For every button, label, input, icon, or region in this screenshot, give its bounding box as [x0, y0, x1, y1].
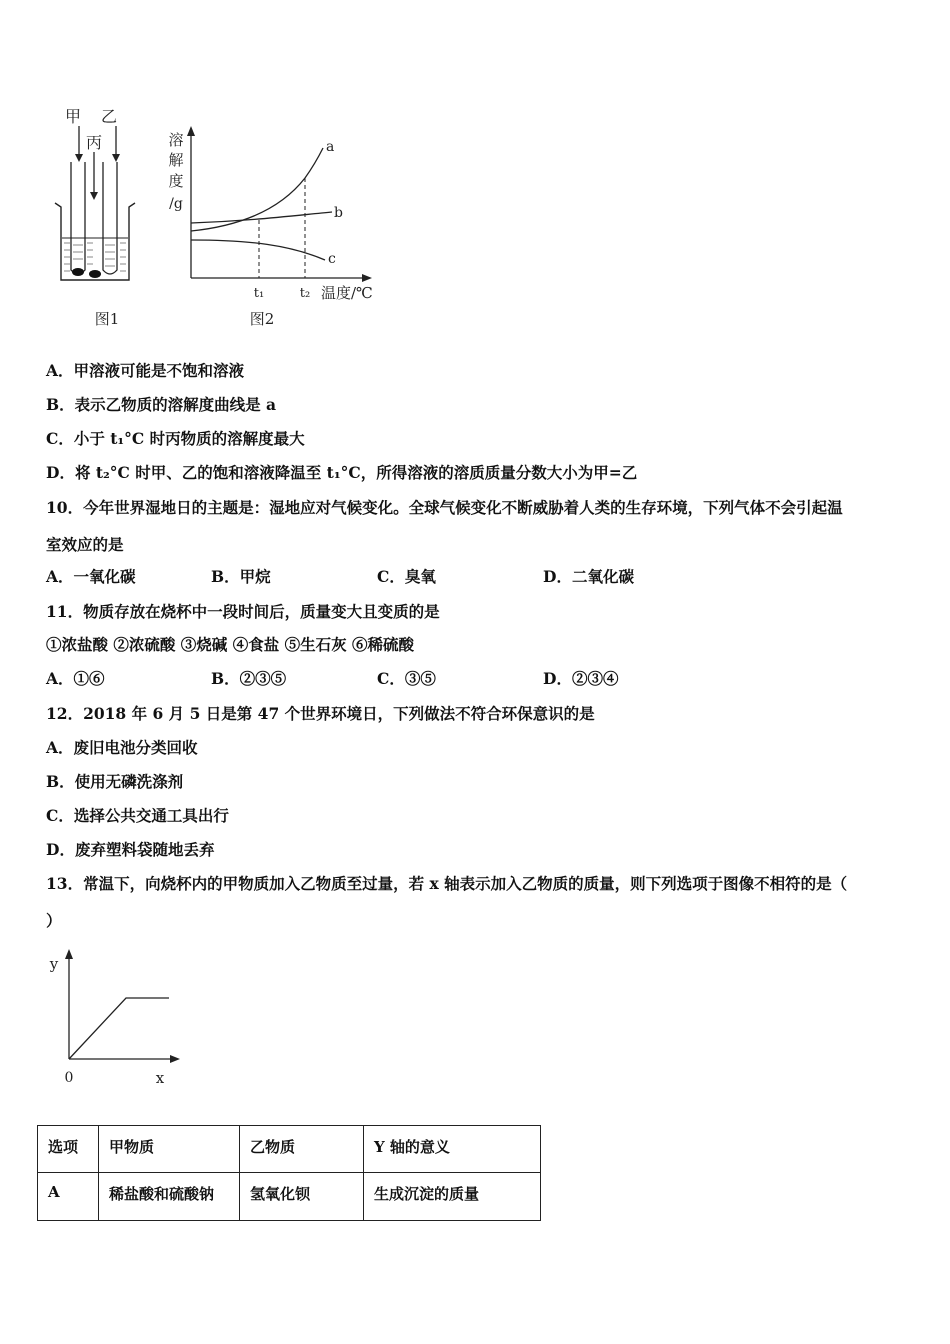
table-cell: 氢氧化钡 [240, 1173, 364, 1221]
table-cell: 稀盐酸和硫酸钠 [99, 1173, 240, 1221]
q13-x-label: x [155, 1069, 165, 1087]
tick-t2: t₂ [299, 286, 311, 301]
label-bing: 丙 [85, 133, 103, 152]
q13-graph-line [69, 998, 169, 1059]
label-jia: 甲 [64, 107, 82, 126]
table-header-cell: 选项 [38, 1126, 99, 1173]
q12-stem: 12．2018 年 6 月 5 日是第 47 个世界环境日，下列做法不符合环保意识的是 [46, 704, 595, 723]
q13-stem-line1: 13．常温下，向烧杯内的甲物质加入乙物质至过量，若 x 轴表示加入乙物质的质量，则下列选项于图像不相符的是（ [46, 874, 848, 893]
table-cell: A [38, 1173, 99, 1221]
label-yi: 乙 [100, 107, 118, 126]
q10-option-d: D．二氧化碳 [543, 567, 634, 586]
q12-option-b: B．使用无磷洗涤剂 [46, 772, 184, 791]
figure-2-solubility-graph [160, 120, 390, 330]
curve-b-label: b [334, 205, 343, 221]
table-header-cell: Y 轴的意义 [364, 1126, 541, 1173]
q10-option-c: C．臭氧 [377, 567, 436, 586]
q12-option-a: A．废旧电池分类回收 [46, 738, 198, 757]
q11-option-d: D．②③④ [543, 669, 619, 688]
y-label-char-3: 度 [168, 172, 184, 190]
q9-option-d: D．将 t₂°C 时甲、乙的饱和溶液降温至 t₁°C，所得溶液的溶质质量分数大小为甲=乙 [46, 463, 638, 482]
curve-a-label: a [326, 139, 335, 155]
y-label-char-2: 解 [168, 151, 184, 169]
q13-graph [40, 945, 190, 1090]
table-header-cell: 乙物质 [240, 1126, 364, 1173]
q11-option-c: C．③⑤ [377, 669, 436, 688]
q9-option-a: A．甲溶液可能是不饱和溶液 [46, 361, 245, 380]
q10-stem-line1: 10．今年世界湿地日的主题是：湿地应对气候变化。全球气候变化不断威胁着人类的生存环境，下列气体不会引起温 [46, 498, 843, 517]
figure-1-beaker [45, 100, 145, 330]
q11-items: ①浓盐酸 ②浓硫酸 ③烧碱 ④食盐 ⑤生石灰 ⑥稀硫酸 [46, 635, 414, 654]
q10-option-b: B．甲烷 [211, 567, 271, 586]
q10-option-a: A．一氧化碳 [46, 567, 136, 586]
q11-option-a: A．①⑥ [46, 669, 105, 688]
q13-origin-label: 0 [64, 1070, 74, 1086]
q12-option-d: D．废弃塑料袋随地丢弃 [46, 840, 215, 859]
table-cell: 生成沉淀的质量 [364, 1173, 541, 1221]
curve-c-label: c [328, 251, 336, 267]
q13-y-label: y [49, 955, 59, 973]
tick-t1: t₁ [253, 286, 265, 301]
q13-table [37, 1125, 541, 1221]
q9-option-c: C．小于 t₁°C 时丙物质的溶解度最大 [46, 429, 305, 448]
y-label-char-1: 溶 [168, 131, 184, 149]
table-header-row [38, 1126, 541, 1173]
q12-option-c: C．选择公共交通工具出行 [46, 806, 229, 825]
figure-2-caption: 图2 [249, 310, 275, 328]
x-axis-label: 温度/℃ [321, 284, 373, 302]
table-header-cell: 甲物质 [99, 1126, 240, 1173]
q13-stem-line2: ） [46, 911, 62, 930]
q11-option-b: B．②③⑤ [211, 669, 287, 688]
table-row [38, 1173, 541, 1221]
q10-stem-line2: 室效应的是 [46, 535, 124, 554]
q9-option-b: B．表示乙物质的溶解度曲线是 a [46, 395, 277, 414]
y-label-char-4: /g [169, 196, 183, 212]
q11-stem: 11．物质存放在烧杯中一段时间后，质量变大且变质的是 [46, 602, 440, 621]
figure-1-caption: 图1 [94, 310, 120, 328]
curve-b [191, 212, 332, 223]
